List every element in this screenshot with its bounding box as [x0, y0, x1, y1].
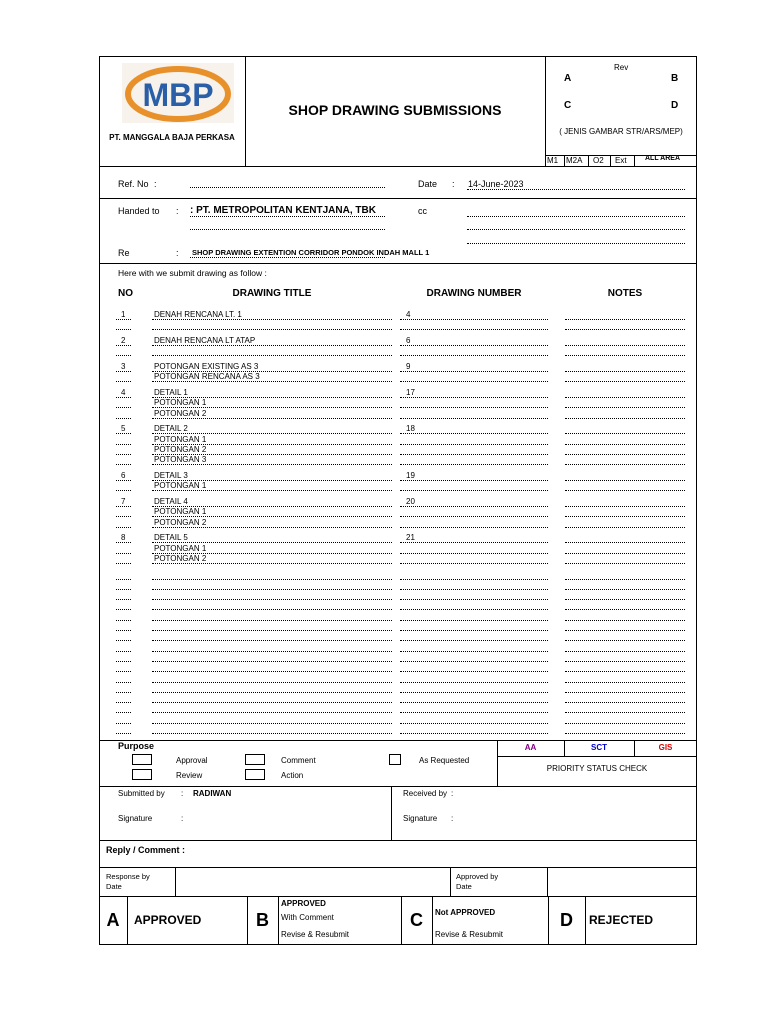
action-label: Action	[281, 771, 304, 780]
drawing-no: 6	[121, 470, 126, 480]
drawing-title: POTONGAN 1	[154, 398, 207, 408]
jenis-gambar: ( JENIS GAMBAR STR/ARS/MEP)	[559, 127, 683, 136]
date-colon: :	[452, 179, 455, 189]
status-b-letter: B	[256, 910, 269, 930]
date-value: 14-June-2023	[468, 179, 524, 189]
rev-label: Rev	[614, 63, 629, 72]
signature-label-2: Signature	[403, 814, 438, 823]
action-checkbox[interactable]	[245, 769, 265, 780]
purpose-label: Purpose	[118, 741, 155, 751]
review-checkbox[interactable]	[132, 769, 152, 780]
signature-colon-2: :	[451, 814, 454, 823]
drawing-number: 21	[406, 533, 415, 543]
handed-value: : PT. METROPOLITAN KENTJANA, TBK	[190, 205, 376, 216]
col-no: NO	[118, 288, 133, 299]
drawing-title: POTONGAN 1	[154, 481, 207, 491]
drawing-title: POTONGAN 2	[154, 444, 207, 454]
comment-checkbox[interactable]	[245, 754, 265, 765]
drawing-title: DENAH RENCANA LT ATAP	[154, 336, 256, 345]
drawing-no: 1	[121, 310, 126, 319]
drawing-title: POTONGAN RENCANA AS 3	[154, 372, 260, 382]
area-m2a: M2A	[566, 156, 583, 165]
status-b-line2: Revise & Resubmit	[281, 930, 350, 939]
drawing-number: 9	[406, 362, 411, 371]
drawing-title: POTONGAN 2	[154, 408, 207, 418]
re-label: Re	[118, 248, 130, 258]
cc-label: cc	[418, 206, 427, 216]
approved-date-label: Date	[456, 882, 472, 891]
drawing-no: 8	[121, 533, 126, 543]
signature-colon: :	[181, 814, 184, 823]
drawing-title: POTONGAN 1	[154, 507, 207, 517]
response-date-label: Date	[106, 882, 122, 891]
company-name: PT. MANGGALA BAJA PERKASA	[109, 133, 235, 142]
drawing-title: DETAIL 4	[154, 496, 188, 506]
area-ext: Ext	[615, 156, 627, 165]
rev-b: B	[671, 73, 679, 84]
drawing-title: POTONGAN 1	[154, 543, 207, 553]
drawing-no: 5	[121, 424, 126, 434]
col-number: DRAWING NUMBER	[426, 288, 522, 299]
drawing-title: POTONGAN 1	[154, 434, 207, 444]
drawing-title: POTONGAN 3	[154, 455, 207, 465]
area-all: ALL AREA	[645, 155, 680, 162]
status-b-title: APPROVED	[281, 899, 326, 908]
drawing-number: 17	[406, 388, 415, 397]
area-o2: O2	[593, 156, 604, 165]
submitted-colon: :	[181, 789, 184, 798]
received-colon: :	[451, 789, 454, 798]
status-d-letter: D	[560, 910, 573, 930]
drawing-title: DETAIL 1	[154, 388, 188, 397]
intro-text: Here with we submit drawing as follow :	[118, 268, 267, 278]
submitted-label: Submitted by	[118, 789, 165, 798]
handed-label: Handed to	[118, 206, 160, 216]
rev-c: C	[564, 100, 572, 111]
as-requested-checkbox[interactable]	[389, 754, 401, 765]
rev-a: A	[564, 73, 572, 84]
received-label: Received by	[403, 789, 448, 798]
drawing-no: 7	[121, 496, 126, 506]
drawing-number: 19	[406, 470, 415, 480]
ref-label: Ref. No	[118, 179, 149, 189]
drawing-title: DENAH RENCANA LT. 1	[154, 310, 242, 319]
review-label: Review	[176, 771, 203, 780]
drawing-no: 2	[121, 336, 126, 345]
reply-label: Reply / Comment :	[106, 845, 186, 855]
as-requested-label: As Requested	[419, 756, 470, 765]
submitted-value: RADIWAN	[193, 789, 232, 798]
drawing-number: 6	[406, 336, 411, 345]
drawing-number: 18	[406, 424, 415, 434]
approval-label: Approval	[176, 756, 208, 765]
rev-d: D	[671, 100, 679, 111]
handed-colon: :	[176, 206, 179, 216]
company-logo	[122, 63, 234, 123]
priority-gis: GIS	[658, 743, 673, 752]
logo-lettering: MBP	[142, 77, 214, 113]
re-value: SHOP DRAWING EXTENTION CORRIDOR PONDOK INDAH MALL 1	[192, 248, 430, 257]
status-c-line2: Revise & Resubmit	[435, 930, 504, 939]
drawing-title: DETAIL 5	[154, 533, 188, 543]
status-a-text: APPROVED	[134, 913, 202, 927]
response-label: Response by	[106, 872, 150, 881]
drawing-no: 4	[121, 388, 126, 397]
drawing-title: DETAIL 2	[154, 424, 188, 434]
drawing-title: DETAIL 3	[154, 470, 188, 480]
status-a-letter: A	[106, 910, 120, 930]
col-title: DRAWING TITLE	[232, 288, 312, 299]
drawing-number: 4	[406, 310, 411, 319]
status-d-text: REJECTED	[589, 913, 654, 927]
col-notes: NOTES	[607, 288, 643, 299]
drawing-no: 3	[121, 362, 126, 371]
drawing-title: POTONGAN 2	[154, 553, 207, 563]
area-m1: M1	[547, 156, 559, 165]
priority-aa: AA	[524, 743, 537, 752]
form-title: SHOP DRAWING SUBMISSIONS	[288, 102, 502, 118]
comment-label: Comment	[281, 756, 316, 765]
priority-sct: SCT	[591, 743, 607, 752]
signature-label: Signature	[118, 814, 153, 823]
ref-colon: :	[154, 179, 157, 189]
approval-checkbox[interactable]	[132, 754, 152, 765]
drawing-title: POTONGAN EXISTING AS 3	[154, 362, 259, 371]
status-c-letter: C	[410, 910, 423, 930]
re-colon: :	[176, 248, 179, 258]
priority-status-label: PRIORITY STATUS CHECK	[546, 764, 648, 773]
approved-by-label: Approved by	[456, 872, 499, 881]
status-c-title: Not APPROVED	[435, 908, 496, 917]
drawing-number: 20	[406, 496, 415, 506]
status-b-line1: With Comment	[281, 913, 334, 922]
drawing-title: POTONGAN 2	[154, 517, 207, 527]
date-label: Date	[418, 179, 438, 189]
